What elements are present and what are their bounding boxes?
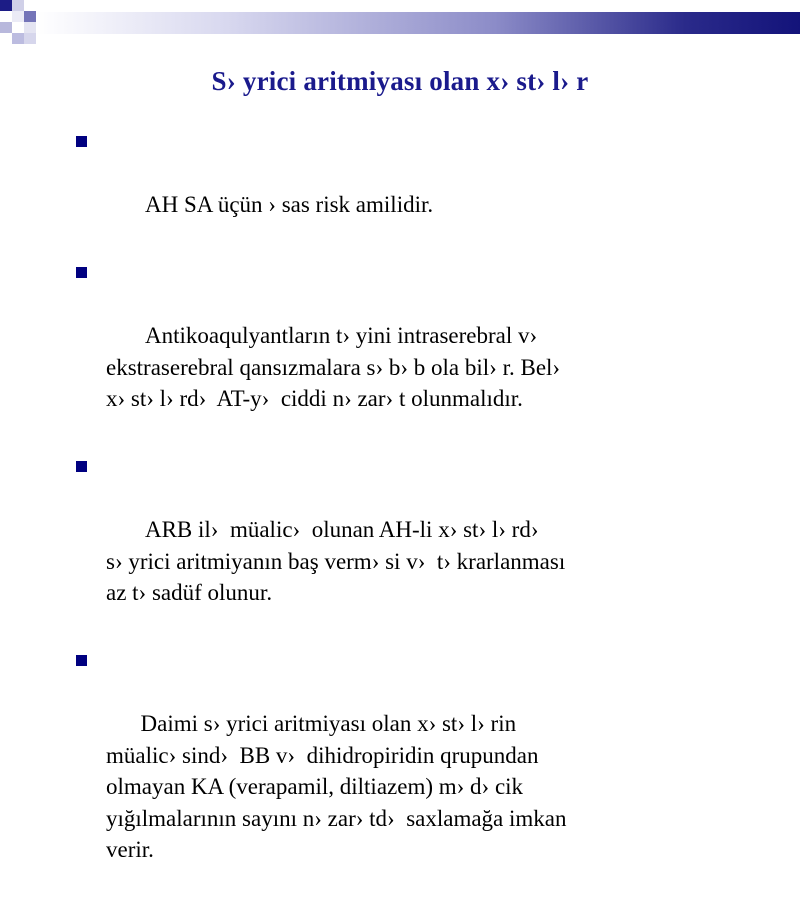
- square-bullet-icon: [76, 655, 87, 666]
- slide-title: S› yrici aritmiyası olan x› st› l› r: [211, 66, 589, 96]
- checker-square: [24, 11, 36, 22]
- checker-square: [24, 22, 36, 33]
- checker-square: [0, 22, 12, 33]
- bullet-item: [76, 126, 776, 252]
- header-gradient-bar: [36, 12, 800, 34]
- checker-square: [12, 11, 24, 22]
- bullet-item: [76, 257, 776, 446]
- bullet-item: [76, 645, 776, 897]
- bullet-text: AH SA üçün › sas risk amilidir.: [140, 192, 434, 217]
- checker-square: [0, 0, 12, 11]
- checker-square: [12, 0, 24, 11]
- bullet-text: ARB il› müalic› olunan AH-li x› st› l› rd› s› yrici aritmiyanın baş verm› si v› t› krarlanması az t› sadüf olunur.: [106, 517, 566, 605]
- bullet-text: Daimi s› yrici aritmiyası olan x› st› l› rin müalic› sind› BB v› dihidropiridin qrupundan olmayan KA (verapamil, diltiazem) m› d› cik yığılmalarının sayını n› zar› td› saxlamağa imkan verir.: [106, 711, 567, 862]
- square-bullet-icon: [76, 461, 87, 472]
- checker-square: [24, 33, 36, 44]
- bullet-item: [76, 451, 776, 640]
- checker-square: [12, 33, 24, 44]
- square-bullet-icon: [76, 267, 87, 278]
- square-bullet-icon: [76, 136, 87, 147]
- bullet-text: Antikoaqulyantların t› yini intraserebral v› ekstraserebral qansızmalara s› b› b ola bil› r. Bel› x› st› l› rd› AT-y› ciddi n› zar› t olunmalıdır.: [106, 323, 561, 411]
- bullet-list: [76, 126, 776, 902]
